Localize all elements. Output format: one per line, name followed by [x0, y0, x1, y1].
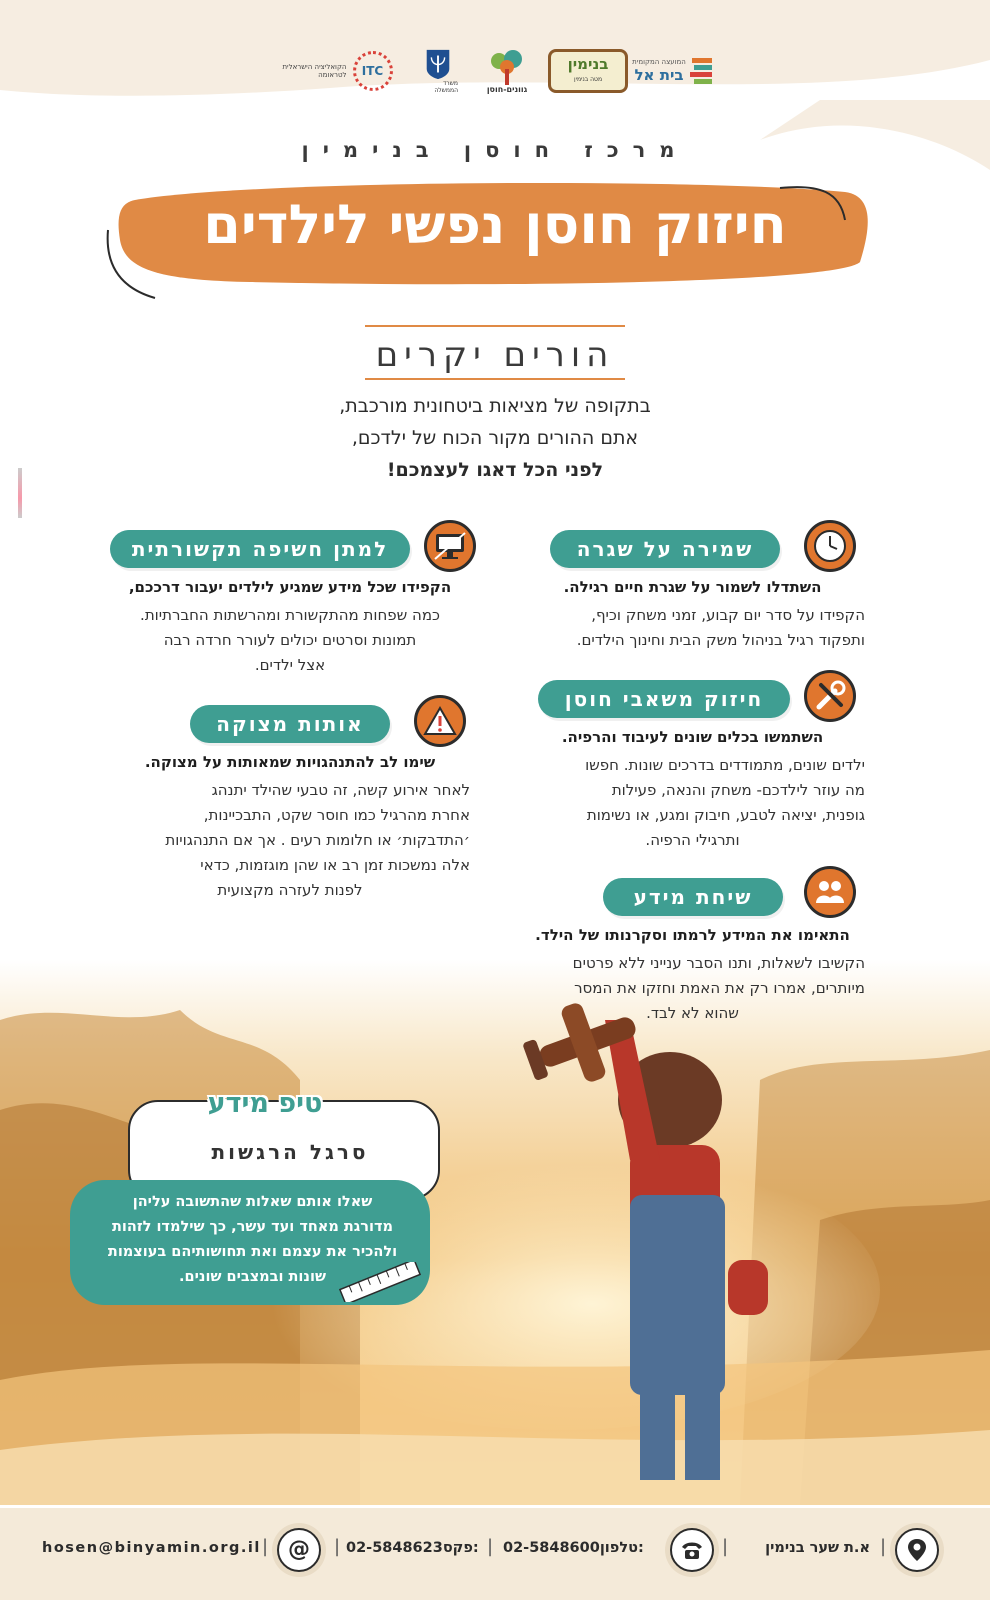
section-resilience-text — [520, 753, 865, 853]
tree-icon — [487, 49, 527, 85]
state-emblem-logo — [418, 48, 458, 94]
footer-separator: | — [722, 1536, 729, 1557]
itc-name: ITC — [361, 64, 384, 78]
section-routine-line: ותפקוד רגיל בניהול משק הבית וחינוך הילדים. — [576, 631, 865, 649]
footer-phone-label: טלפון: — [599, 1540, 644, 1556]
greeting-top-rule — [365, 325, 625, 327]
section-media-bold: הקפידו שכל מידע שמגיע לילדים יעבור דרככם, — [128, 578, 452, 596]
beit-el-name: בית אל — [634, 66, 684, 84]
phone-icon — [670, 1528, 714, 1572]
section-resilience-bold: השתמשו בכלים שונים לעיבוד והרפיה. — [561, 728, 824, 746]
screen-off-icon — [424, 520, 476, 572]
state-sub: משרד הממשלה — [434, 80, 458, 94]
binyamin-sub: מטה בנימין — [573, 76, 603, 83]
section-talk-text — [520, 951, 865, 1026]
section-distress-line: ׳התדבקות׳ או חלומות רעים . אך אם התנהגויות — [165, 831, 470, 849]
itc-text: הקואליציה הישראלית לטראומה — [282, 63, 347, 79]
section-routine-text — [520, 603, 865, 653]
gvanim-logo — [477, 48, 537, 94]
section-distress-line: לפנות לעזרה מקצועית — [217, 881, 363, 899]
section-distress-text — [110, 778, 470, 903]
tip-title: טיפ מידע — [207, 1088, 323, 1119]
section-media-line: אצל ילדים. — [254, 656, 326, 674]
side-print-mark — [18, 468, 22, 518]
books-icon — [690, 58, 712, 84]
tip-line: ולהכיר את עצמם ואת תחושותיהם בעוצמות — [107, 1244, 398, 1260]
greeting: הורים יקרים — [375, 335, 615, 375]
ruler-icon — [335, 1262, 425, 1302]
clock-icon — [804, 520, 856, 572]
footer-fax-number: 02-5848623 — [346, 1540, 443, 1556]
footer-separator: | — [262, 1536, 269, 1557]
section-media-line: כמה שפחות מהתקשורת ומהרשתות החברתיות. — [140, 606, 440, 624]
footer-phone[interactable] — [503, 1540, 644, 1556]
tip-line: מדורגת מאחד ועד עשר, כך שילמדו לזהות — [111, 1219, 394, 1235]
beit-el-logo — [632, 48, 712, 94]
section-resilience-line: ותרגילי הרפיה. — [645, 831, 740, 849]
section-routine-title: שמירה על שגרה — [550, 530, 780, 568]
binyamin-logo — [548, 48, 628, 94]
section-routine-line: הקפידו על סדר יום קבוע, זמני משחק וכיף, — [591, 606, 865, 624]
tip-line: שונות ובמצבים שונים. — [179, 1269, 326, 1285]
footer-separator: | — [487, 1536, 494, 1557]
binyamin-name: בנימין — [567, 55, 609, 73]
section-talk-line: הקשיבו לשאלות, ותנו הסבר ענייני ללא פרטים — [572, 954, 865, 972]
footer-separator: | — [880, 1536, 887, 1557]
footer-phone-number: 02-5848600 — [503, 1540, 600, 1556]
gvanim-name: גוונים-חוסן — [486, 84, 528, 94]
main-title: חיזוק חוסן נפשי לילדים — [203, 193, 787, 256]
footer-address: א.ת שער בנימין — [765, 1540, 870, 1556]
section-resilience-title: חיזוק משאבי חוסן — [538, 680, 790, 718]
section-distress-line: אחרת מהרגיל כמו חוסר שקט, התבכיינות, — [203, 806, 470, 824]
section-distress-title: אותות מצוקה — [190, 705, 390, 743]
footer-separator: | — [334, 1536, 341, 1557]
section-talk-bold: התאימו את המידע לרמתו וסקרנותו של הילד. — [535, 926, 850, 944]
itc-logo — [268, 48, 393, 94]
tools-icon — [804, 670, 856, 722]
location-pin-icon — [895, 1528, 939, 1572]
greeting-bottom-rule — [365, 378, 625, 380]
warning-icon — [414, 695, 466, 747]
footer-fax-label: פקס: — [442, 1540, 479, 1556]
intro-line-1: בתקופה של מציאות ביטחונית מורכבת, — [339, 395, 651, 417]
intro-line-2: אתם ההורים מקור הכוח של ילדכם, — [351, 427, 639, 449]
menorah-emblem-icon — [424, 48, 452, 80]
section-resilience-line: גופנית, יציאה לטבע, חיבוק ומגע, או נשימות — [586, 806, 865, 824]
section-routine-bold: השתדלו לשמור על שגרת חיים רגילה. — [563, 578, 822, 596]
section-distress-line: אלה נמשכות זמן רב או שהן מוגזמות, כדאי — [200, 856, 470, 874]
footer-fax — [346, 1540, 479, 1556]
section-talk-title: שיחת מידע — [603, 878, 783, 916]
section-media-line: תמונות וסרטים יכולים לעורר חרדה רבה — [163, 631, 417, 649]
intro-line-3: לפני הכל דאגו לעצמכם! — [386, 459, 604, 481]
footer-email[interactable]: hosen@binyamin.org.il — [42, 1540, 261, 1556]
people-icon — [804, 866, 856, 918]
section-media-text — [110, 603, 470, 678]
section-resilience-line: ילדים שונים, מתמודדים בדרכים שונות. חפשו — [585, 756, 865, 774]
section-distress-line: לאחר אירוע קשה, זה טבעי שהילד יתנהג — [211, 781, 470, 799]
tip-subtitle: סרגל הרגשות — [211, 1140, 369, 1164]
beit-el-sub: המועצה המקומית — [632, 58, 686, 66]
center-subtitle: מרכז חוסן בנימין — [301, 138, 689, 162]
tip-line: שאלו אותם שאלות שהתשובה עליהן — [132, 1194, 373, 1210]
section-resilience-line: מה עוזר לילדכם- משחק והנאה, פעילות — [611, 781, 865, 799]
section-distress-bold: שימו לב להתנהגויות שמאותות על מצוקה. — [144, 753, 436, 771]
section-talk-line: שהוא לא לבד. — [646, 1004, 739, 1022]
section-media-title: למתן חשיפה תקשורתית — [110, 530, 410, 568]
at-sign-icon: @ — [277, 1528, 321, 1572]
section-talk-line: מיותרים, אמרו רק את האמת וחזקו את המסר — [574, 979, 865, 997]
